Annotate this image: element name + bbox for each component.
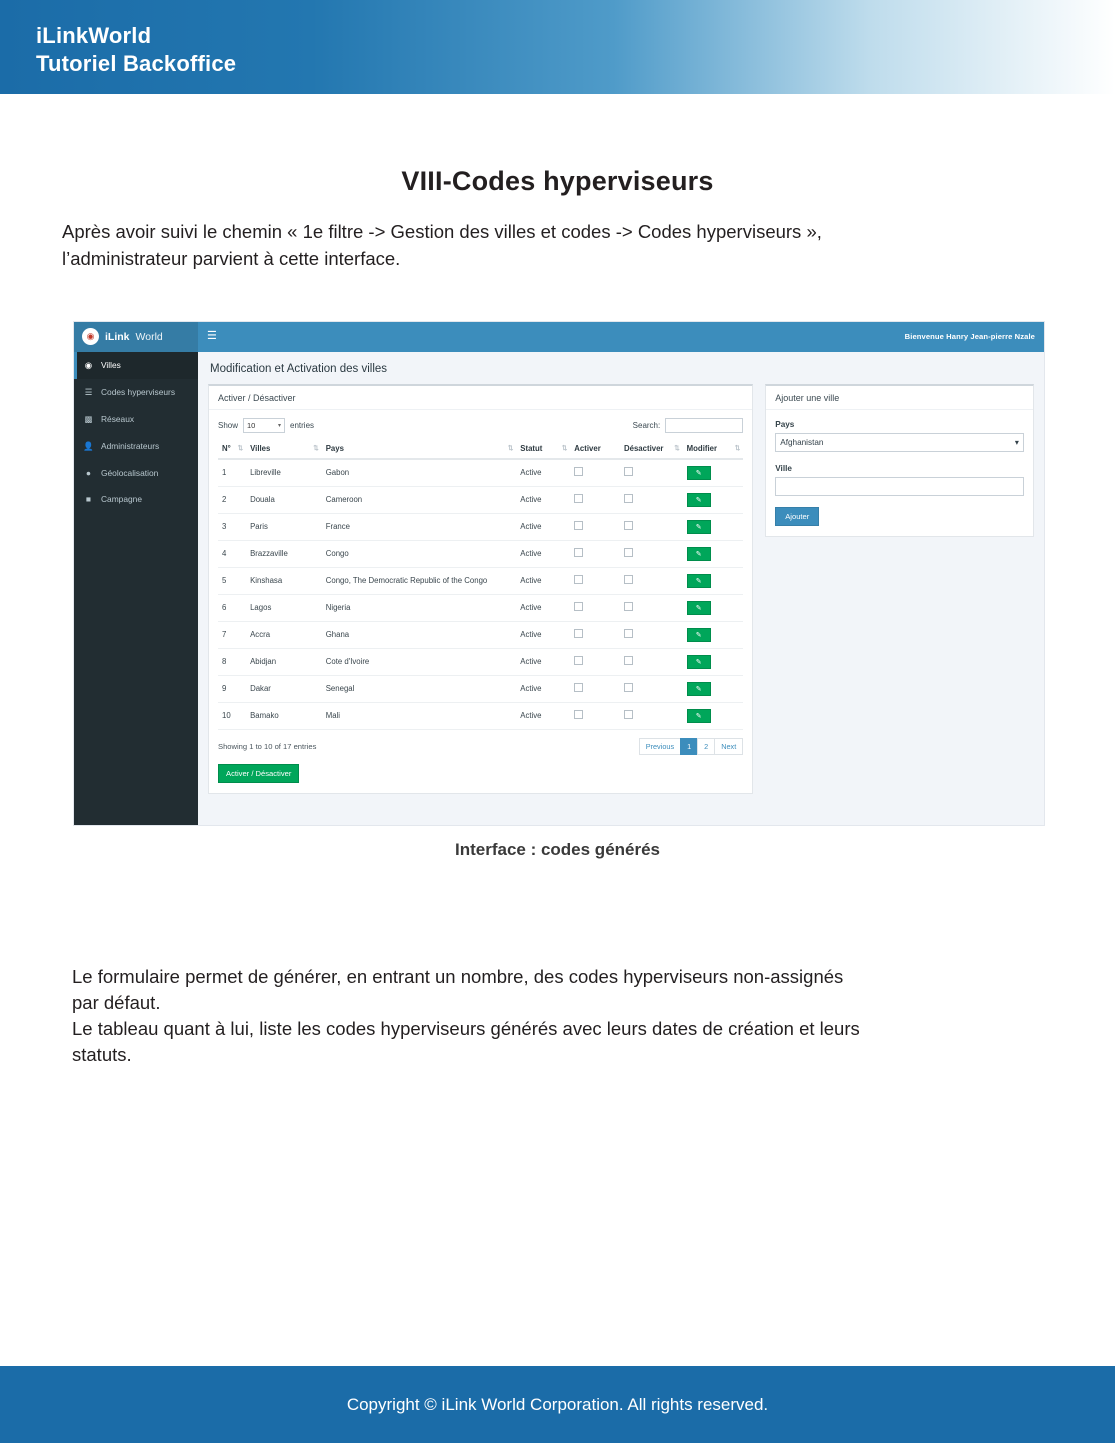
card-body [766,410,1033,536]
cell-desactiver [620,459,683,487]
document-body [0,166,1115,1069]
activate-checkbox[interactable] [574,629,583,638]
cell-statut: Active [516,459,570,487]
pagination-previous[interactable]: Previous [639,738,681,755]
description-line-2: par défaut. [72,991,161,1013]
sidebar-item-label: Réseaux [101,414,135,425]
cell-n: 10 [218,702,246,729]
intro-line-2: l’administrateur parvient à cette interface. [62,247,401,269]
table-row [218,540,743,567]
cell-statut: Active [516,702,570,729]
deactivate-checkbox[interactable] [624,575,633,584]
cell-activer [570,648,620,675]
deactivate-checkbox[interactable] [624,710,633,719]
cell-desactiver [620,567,683,594]
add-city-card [765,384,1034,537]
cell-ville: Abidjan [246,648,322,675]
table-head [218,440,743,459]
cell-modifier [683,513,744,540]
pencil-icon[interactable]: ✎ [687,655,711,669]
cell-modifier [683,621,744,648]
pencil-icon[interactable]: ✎ [687,520,711,534]
cell-ville: Douala [246,486,322,513]
cities-table [218,440,743,730]
description-line-3: Le tableau quant à lui, liste les codes hyperviseurs générés avec leurs dates de création et leurs [72,1018,860,1040]
brand-name-light: World [135,330,163,343]
copyright-text: Copyright © iLink World Corporation. All rights reserved. [346,1394,769,1414]
content-area [198,352,1044,825]
cell-desactiver [620,540,683,567]
chevron-down-icon: ▾ [278,422,282,429]
app-brand[interactable] [74,322,198,352]
cell-activer [570,459,620,487]
content-title: Modification et Activation des villes [210,362,388,375]
card-title: Ajouter une ville [766,386,1033,410]
cell-modifier [683,594,744,621]
chart-icon: ▩ [84,413,93,424]
table-row [218,513,743,540]
sort-icon: ⇅ [561,444,568,452]
cell-modifier [683,486,744,513]
pencil-icon[interactable]: ✎ [687,682,711,696]
cell-pays: Gabon [322,459,517,487]
sidebar-item-label: Campagne [101,493,142,504]
cell-n: 3 [218,513,246,540]
cell-ville: Paris [246,513,322,540]
cell-pays: Nigeria [322,594,517,621]
entries-select[interactable] [243,418,285,433]
app-sidebar [74,322,198,825]
table-row [218,648,743,675]
cell-ville: Kinshasa [246,567,322,594]
brand-title-line1: iLinkWorld [36,23,152,48]
column-header-statut[interactable] [516,440,570,459]
sidebar-item-label: Géolocalisation [101,467,159,478]
show-entries-group [218,418,314,433]
card-body [209,410,752,793]
table-controls [218,418,743,433]
sort-icon: ⇅ [734,444,741,452]
activate-checkbox[interactable] [574,683,583,692]
pagination [640,738,744,755]
cell-desactiver [620,594,683,621]
search-input[interactable] [665,418,743,433]
show-label: Show [218,420,239,430]
cell-modifier [683,702,744,729]
cell-n: 8 [218,648,246,675]
intro-paragraph [62,219,1053,273]
entries-label: entries [290,420,315,430]
pencil-icon[interactable]: ✎ [687,601,711,615]
activate-checkbox[interactable] [574,575,583,584]
deactivate-checkbox[interactable] [624,656,633,665]
sidebar-item-label: Codes hyperviseurs [101,387,176,398]
globe-icon: ◉ [84,359,93,370]
deactivate-checkbox[interactable] [624,602,633,611]
column-header-pays[interactable] [322,440,517,459]
cell-desactiver [620,486,683,513]
cell-desactiver [620,621,683,648]
deactivate-checkbox[interactable] [624,467,633,476]
figure-caption: Interface : codes générés [454,839,661,859]
table-row [218,702,743,729]
ville-input[interactable] [775,477,1024,496]
cell-ville: Accra [246,621,322,648]
cell-statut: Active [516,513,570,540]
embedded-screenshot [73,321,1045,826]
cell-pays: France [322,513,517,540]
cell-activer [570,621,620,648]
sidebar-item-label: Administrateurs [101,441,160,452]
cell-statut: Active [516,567,570,594]
cell-modifier [683,459,744,487]
cell-modifier [683,675,744,702]
activate-deactivate-card [208,384,753,794]
description-block [62,964,1053,1069]
spacer [775,496,1024,506]
cell-n: 7 [218,621,246,648]
pencil-icon[interactable]: ✎ [687,628,711,642]
cell-n: 6 [218,594,246,621]
chevron-down-icon: ▾ [1014,438,1019,448]
activate-checkbox[interactable] [574,494,583,503]
column-header-n[interactable] [218,440,246,459]
cell-activer [570,594,620,621]
showing-entries-text: Showing 1 to 10 of 17 entries [218,741,317,751]
activate-checkbox[interactable] [574,467,583,476]
cell-n: 2 [218,486,246,513]
column-label: Activer [574,443,601,453]
welcome-text: Bienvenue Hanry Jean-pierre Nzale [904,332,1035,342]
map-pin-icon: ● [85,467,92,478]
deactivate-checkbox[interactable] [624,494,633,503]
column-header-desactiver[interactable] [620,440,683,459]
cell-statut: Active [516,486,570,513]
bulk-activate-deactivate-button[interactable]: Activer / Désactiver [218,764,299,783]
cell-pays: Congo [322,540,517,567]
sidebar-item-codes-hyperviseurs[interactable] [74,379,198,406]
activate-checkbox[interactable] [574,521,583,530]
activate-checkbox[interactable] [574,602,583,611]
description-line-4: statuts. [72,1044,132,1066]
pencil-icon[interactable]: ✎ [687,709,711,723]
pencil-icon[interactable]: ✎ [687,466,711,480]
table-row [218,675,743,702]
sort-icon: ⇅ [674,444,680,452]
sidebar-item-geolocalisation[interactable] [74,460,198,486]
sort-icon: ⇅ [313,444,319,452]
cell-statut: Active [516,648,570,675]
entries-select-value: 10 [247,420,256,430]
column-label: Villes [250,443,271,453]
cell-ville: Bamako [246,702,322,729]
search-label: Search: [632,420,661,430]
column-label: Modifier [686,443,717,453]
pencil-icon[interactable]: ✎ [687,547,711,561]
cell-activer [570,567,620,594]
cell-n: 4 [218,540,246,567]
cell-modifier [683,540,744,567]
app-topbar [198,322,1044,352]
cell-activer [570,675,620,702]
board-icon: ■ [85,493,92,504]
cell-n: 1 [218,459,246,487]
page-header [0,0,1115,94]
column-header-villes[interactable] [246,440,322,459]
cell-pays: Ghana [322,621,517,648]
table-header-row [218,440,743,459]
globe-icon: ◉ [82,328,99,345]
list-icon: ☰ [84,386,93,397]
cell-ville: Dakar [246,675,322,702]
cell-pays: Cote d'Ivoire [322,648,517,675]
activate-checkbox[interactable] [574,656,583,665]
sidebar-item-villes[interactable] [74,352,198,379]
pagination-next[interactable]: Next [714,738,743,755]
spacer [775,452,1024,462]
cell-statut: Active [516,594,570,621]
cell-statut: Active [516,675,570,702]
deactivate-checkbox[interactable] [624,521,633,530]
column-header-modifier[interactable] [683,440,744,459]
cell-pays: Senegal [322,675,517,702]
table-row [218,486,743,513]
cell-pays: Mali [322,702,517,729]
brand-title-line2: Tutoriel Backoffice [36,50,237,76]
add-city-button[interactable]: Ajouter [775,507,819,526]
cell-modifier [683,567,744,594]
table-footer [218,738,743,755]
cell-desactiver [620,648,683,675]
column-header-activer[interactable] [570,440,620,459]
pays-select-value: Afghanistan [780,437,824,447]
hamburger-icon[interactable]: ☰ [207,330,217,343]
column-label: Pays [325,443,344,453]
cell-activer [570,702,620,729]
cell-n: 9 [218,675,246,702]
cell-desactiver [620,675,683,702]
sidebar-item-reseaux[interactable] [74,406,198,433]
cell-n: 5 [218,567,246,594]
sort-icon: ⇅ [507,444,514,452]
deactivate-checkbox[interactable] [624,548,633,557]
cell-desactiver [620,702,683,729]
pays-label: Pays [775,419,795,429]
column-label: N° [222,443,231,453]
cell-ville: Brazzaville [246,540,322,567]
cell-activer [570,486,620,513]
column-label: Désactiver [624,443,664,453]
cell-desactiver [620,513,683,540]
cell-pays: Congo, The Democratic Republic of the Congo [322,567,517,594]
pays-select[interactable] [775,433,1024,452]
pagination-page-1[interactable]: 1 [680,738,698,755]
table-row [218,567,743,594]
pagination-page-2[interactable]: 2 [697,738,715,755]
cell-ville: Libreville [246,459,322,487]
panels [208,384,1034,794]
cell-ville: Lagos [246,594,322,621]
cell-activer [570,513,620,540]
ville-label: Ville [775,463,792,473]
intro-line-1: Après avoir suivi le chemin « 1e filtre -> Gestion des villes et codes -> Codes hyperviseurs », [62,221,822,242]
sidebar-item-label: Villes [101,360,121,371]
cell-statut: Active [516,621,570,648]
cell-statut: Active [516,540,570,567]
card-title: Activer / Désactiver [209,386,752,410]
pencil-icon[interactable]: ✎ [687,574,711,588]
table-body [218,459,743,730]
cell-activer [570,540,620,567]
page-title: VIII-Codes hyperviseurs [401,166,714,196]
cell-pays: Cameroon [322,486,517,513]
deactivate-checkbox[interactable] [624,629,633,638]
brand-name-bold: iLink [105,330,130,343]
activate-checkbox[interactable] [574,710,583,719]
description-paragraph [72,964,1053,1069]
table-row [218,621,743,648]
search-group [633,418,744,433]
cell-modifier [683,648,744,675]
sort-icon: ⇅ [237,444,244,452]
deactivate-checkbox[interactable] [624,683,633,692]
activate-checkbox[interactable] [574,548,583,557]
column-label: Statut [520,443,543,453]
pencil-icon[interactable]: ✎ [687,493,711,507]
user-icon: 👤 [83,440,94,451]
page-footer [0,1363,1115,1443]
app-main [198,322,1044,825]
sidebar-item-administrateurs[interactable] [74,433,198,460]
sidebar-item-campagne[interactable] [74,486,198,512]
description-line-1: Le formulaire permet de générer, en entrant un nombre, des codes hyperviseurs non-assignés [72,965,844,987]
table-row [218,459,743,487]
table-row [218,594,743,621]
